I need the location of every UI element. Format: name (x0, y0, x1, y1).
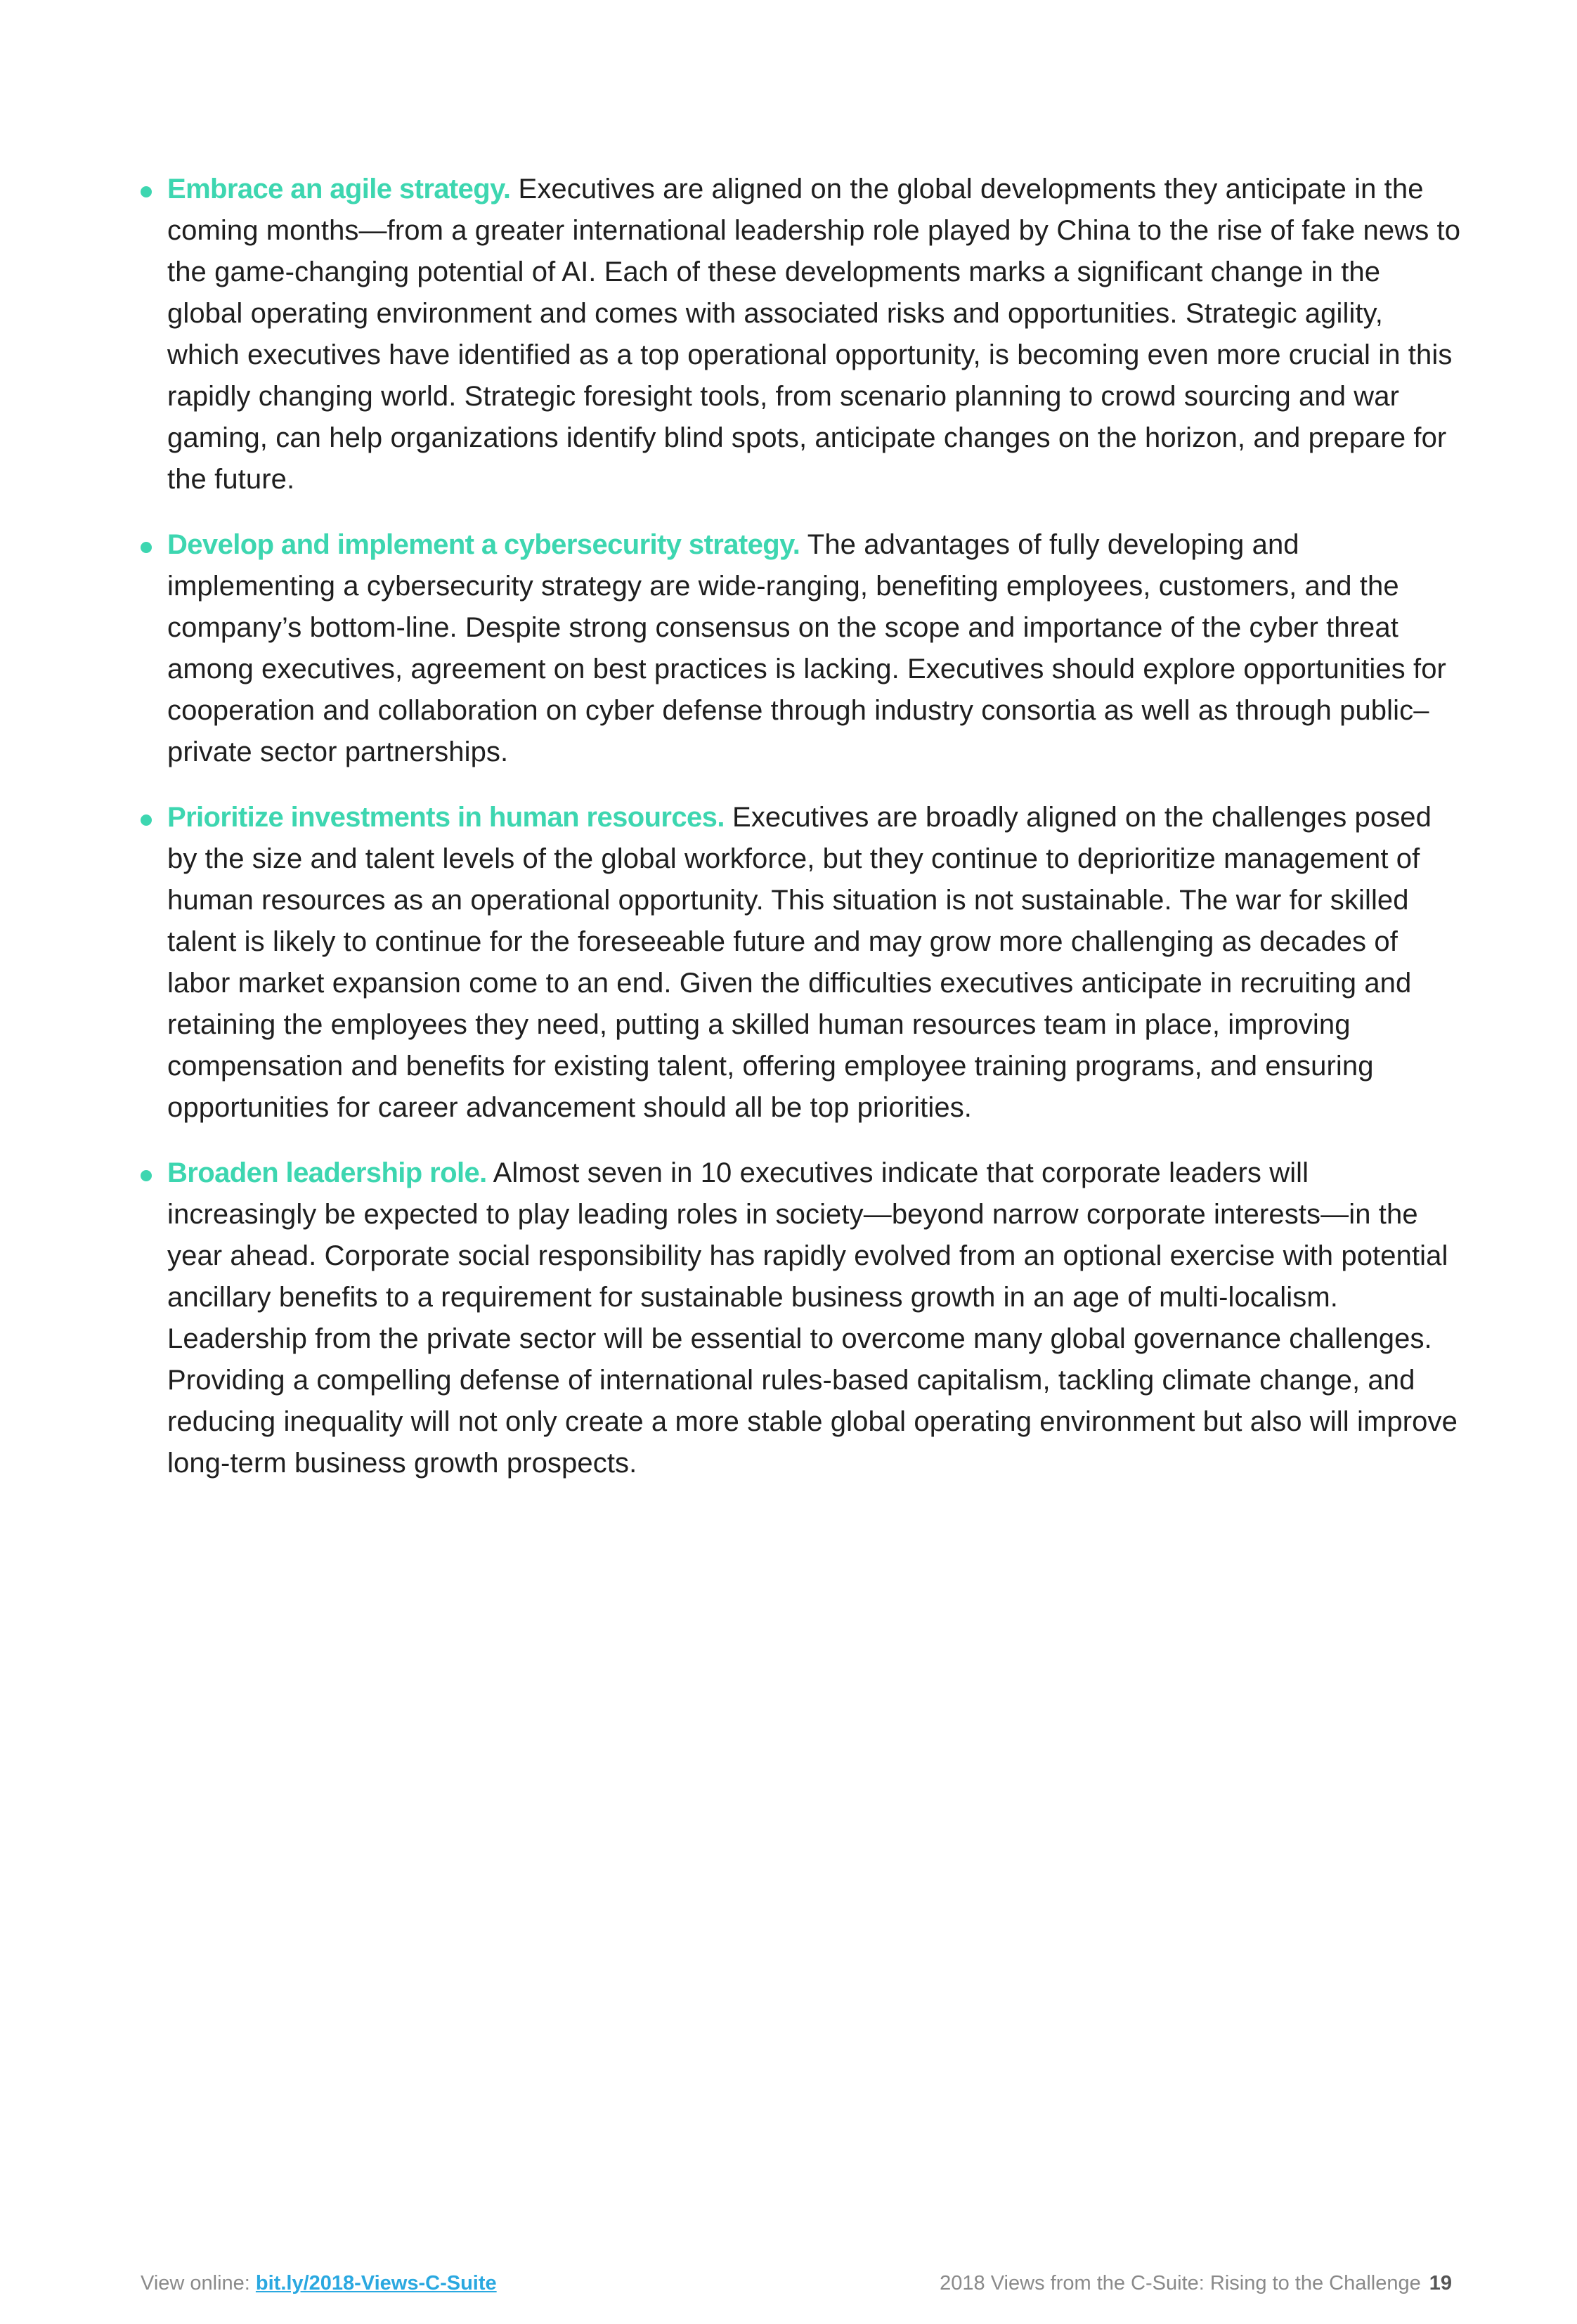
bullet-body: Executives are broadly aligned on the challenges posed by the size and talent levels of the global workforce, but they continue to deprioritize management of human resources as an operational opportunity. This situation is not sustainable. The war for skilled talent is likely to continue for the foreseeable future and may grow more challenging as decades of labor market expansion come to an end. Given the difficulties executives anticipate in recruiting and retaining the employees they need, putting a skilled human resources team in place, improving compensation and benefits for existing talent, offering employee training programs, and ensuring opportunities for career advancement should all be top priorities. (167, 802, 1432, 1123)
bullet-heading: Embrace an agile strategy. (167, 174, 511, 205)
footer-view-online (141, 2271, 497, 2295)
bullet-heading: Broaden leadership role. (167, 1157, 487, 1188)
bullet-body: Almost seven in 10 executives indicate that corporate leaders will increasingly be expected to play leading roles in society—beyond narrow corporate interests—in the year ahead. Corporate social responsibility has rapidly evolved from an optional exercise with potential ancillary benefits to a requirement for sustainable business growth in an age of multi-localism. Leadership from the private sector will be essential to overcome many global governance challenges. Providing a compelling defense of international rules-based capitalism, tackling climate change, and reducing inequality will not only create a more stable global operating environment but also will improve long-term business growth prospects. (167, 1157, 1458, 1479)
bullet-heading: Develop and implement a cybersecurity strategy. (167, 529, 800, 560)
list-item (141, 169, 1462, 500)
list-item (141, 524, 1462, 773)
page-number: 19 (1429, 2272, 1452, 2294)
list-item (141, 1153, 1462, 1484)
view-online-link[interactable]: bit.ly/2018-Views-C-Suite (255, 2272, 497, 2294)
bullet-icon (141, 814, 152, 826)
bullet-icon (141, 1170, 152, 1181)
bullet-heading: Prioritize investments in human resources. (167, 802, 725, 833)
footer-publication (940, 2271, 1452, 2295)
bullet-body: The advantages of fully developing and implementing a cybersecurity strategy are wide-ranging, benefiting employees, customers, and the company’s bottom-line. Despite strong consensus on the scope and importance of the cyber threat among executives, agreement on best practices is lacking. Executives should explore opportunities for cooperation and collaboration on cyber defense through industry consortia as well as through public–private sector partnerships. (167, 529, 1446, 767)
recommendations-list (141, 169, 1462, 1508)
bullet-icon (141, 542, 152, 553)
bullet-body: Executives are aligned on the global developments they anticipate in the coming months—from a greater international leadership role played by China to the rise of fake news to the game-changing potential of AI. Each of these developments marks a significant change in the global operating environment and comes with associated risks and opportunities. Strategic agility, which executives have identified as a top operational opportunity, is becoming even more crucial in this rapidly changing world. Strategic foresight tools, from scenario planning to crowd sourcing and war gaming, can help organizations identify blind spots, anticipate changes on the horizon, and prepare for the future. (167, 174, 1461, 495)
view-online-label: View online: (141, 2272, 256, 2294)
list-item (141, 797, 1462, 1129)
publication-title: 2018 Views from the C-Suite: Rising to the Challenge (940, 2272, 1421, 2294)
bullet-icon (141, 186, 152, 197)
